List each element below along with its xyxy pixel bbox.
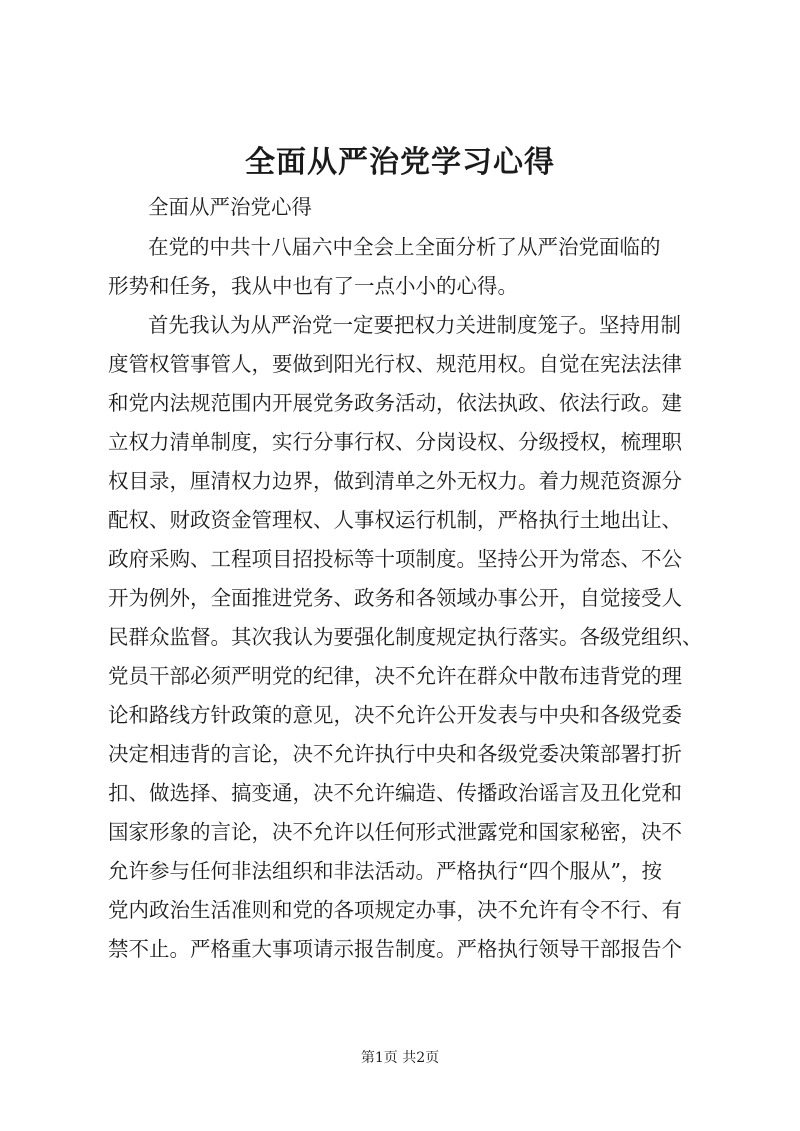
paragraph-line: 扣、做选择、搞变通，决不允许编造、传播政治谣言及丑化党和 — [108, 781, 682, 805]
paragraph-line: 开为例外，全面推进党务、政务和各领域办事公开，自觉接受人 — [108, 586, 682, 610]
paragraph-line: 决定相违背的言论，决不允许执行中央和各级党委决策部署打折 — [108, 742, 682, 766]
paragraph-line: 论和路线方针政策的意见，决不允许公开发表与中央和各级党委 — [108, 703, 682, 727]
paragraph-line: 党员干部必须严明党的纪律，决不允许在群众中散布违背党的理 — [108, 664, 682, 688]
paragraph-line: 形势和任务，我从中也有了一点小小的心得。 — [108, 274, 518, 298]
paragraph-line: 首先我认为从严治党一定要把权力关进制度笼子。坚持用制 — [148, 313, 681, 337]
paragraph-line: 权目录，厘清权力边界，做到清单之外无权力。着力规范资源分 — [108, 469, 682, 493]
paragraph-line: 配权、财政资金管理权、人事权运行机制，严格执行土地出让、 — [108, 508, 682, 532]
paragraph-line: 允许参与任何非法组织和非法活动。严格执行“四个服从”，按 — [108, 859, 662, 883]
paragraph-line: 禁不止。严格重大事项请示报告制度。严格执行领导干部报告个 — [108, 937, 682, 961]
paragraph-line: 度管权管事管人，要做到阳光行权、规范用权。自觉在宪法法律 — [108, 352, 682, 376]
paragraph-line: 和党内法规范围内开展党务政务活动，依法执政、依法行政。建 — [108, 391, 682, 415]
subtitle-line: 全面从严治党心得 — [148, 195, 312, 219]
paragraph-line: 党内政治生活准则和党的各项规定办事，决不允许有令不行、有 — [108, 898, 682, 922]
paragraph-line: 在党的中共十八届六中全会上全面分析了从严治党面临的 — [148, 235, 661, 259]
paragraph-line: 立权力清单制度，实行分事行权、分岗设权、分级授权，梳理职 — [108, 430, 682, 454]
page-number-footer: 第1页 共2页 — [360, 1050, 440, 1066]
paragraph-line: 国家形象的言论，决不允许以任何形式泄露党和国家秘密，决不 — [108, 820, 682, 844]
paragraph-line: 民群众监督。其次我认为要强化制度规定执行落实。各级党组织、 — [108, 625, 703, 649]
document-title: 全面从严治党学习心得 — [245, 145, 555, 180]
paragraph-line: 政府采购、工程项目招投标等十项制度。坚持公开为常态、不公 — [108, 547, 682, 571]
